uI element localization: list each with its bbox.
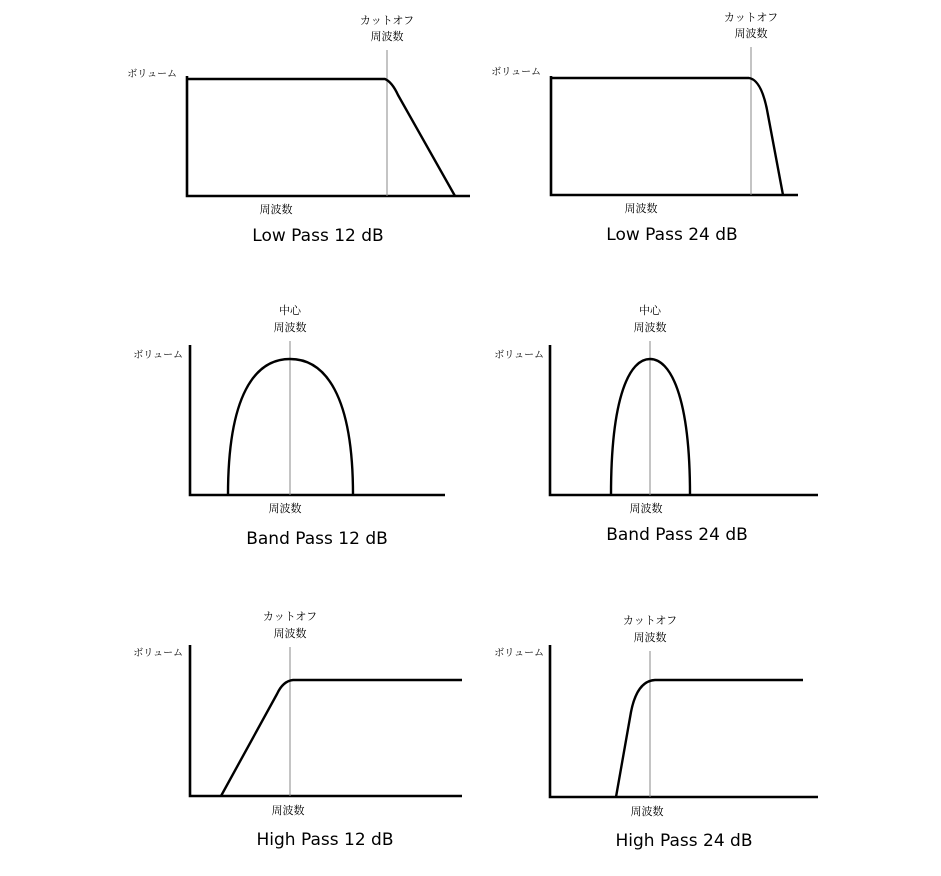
frequency-axis-label: 周波数 <box>259 203 293 216</box>
cutoff-label: カットオフ <box>359 14 415 27</box>
center-label: 中心 <box>639 304 661 317</box>
response-curve <box>616 680 803 797</box>
cutoff-frequency-label: 周波数 <box>734 27 768 40</box>
center-frequency-label: 周波数 <box>633 321 667 334</box>
diagram-band-pass-12db <box>133 303 445 549</box>
response-curve <box>221 680 462 796</box>
diagram-title: High Pass 12 dB <box>256 830 394 850</box>
frequency-axis-label: 周波数 <box>271 804 305 817</box>
center-frequency-label: 周波数 <box>273 321 307 334</box>
cutoff-frequency-label: 周波数 <box>273 627 307 640</box>
axes <box>551 76 798 195</box>
diagram-title: High Pass 24 dB <box>615 831 753 851</box>
diagram-title: Band Pass 24 dB <box>606 525 748 545</box>
diagram-low-pass-24db <box>491 11 798 245</box>
axes <box>190 645 462 796</box>
center-label: 中心 <box>279 304 301 317</box>
diagram-title: Low Pass 24 dB <box>606 225 738 245</box>
cutoff-frequency-label: 周波数 <box>370 30 404 43</box>
diagram-title: Band Pass 12 dB <box>246 529 388 549</box>
diagram-title: Low Pass 12 dB <box>252 226 384 246</box>
frequency-axis-label: 周波数 <box>629 502 663 515</box>
volume-axis-label: ボリューム <box>494 648 544 659</box>
volume-axis-label: ボリューム <box>494 350 544 361</box>
diagram-high-pass-24db <box>494 614 818 851</box>
response-curve <box>187 79 455 196</box>
frequency-axis-label: 周波数 <box>268 502 302 515</box>
axes <box>187 76 470 196</box>
volume-axis-label: ボリューム <box>133 648 183 659</box>
volume-axis-label: ボリューム <box>133 350 183 361</box>
frequency-axis-label: 周波数 <box>624 202 658 215</box>
cutoff-label: カットオフ <box>262 610 318 623</box>
diagram-low-pass-12db <box>127 14 470 246</box>
diagram-high-pass-12db <box>133 610 462 850</box>
frequency-axis-label: 周波数 <box>630 805 664 818</box>
cutoff-label: カットオフ <box>723 11 779 24</box>
cutoff-frequency-label: 周波数 <box>633 631 667 644</box>
volume-axis-label: ボリューム <box>127 69 177 80</box>
response-curve <box>551 78 783 195</box>
axes <box>550 645 818 797</box>
diagram-band-pass-24db <box>494 303 818 545</box>
volume-axis-label: ボリューム <box>491 67 541 78</box>
cutoff-label: カットオフ <box>622 614 678 627</box>
